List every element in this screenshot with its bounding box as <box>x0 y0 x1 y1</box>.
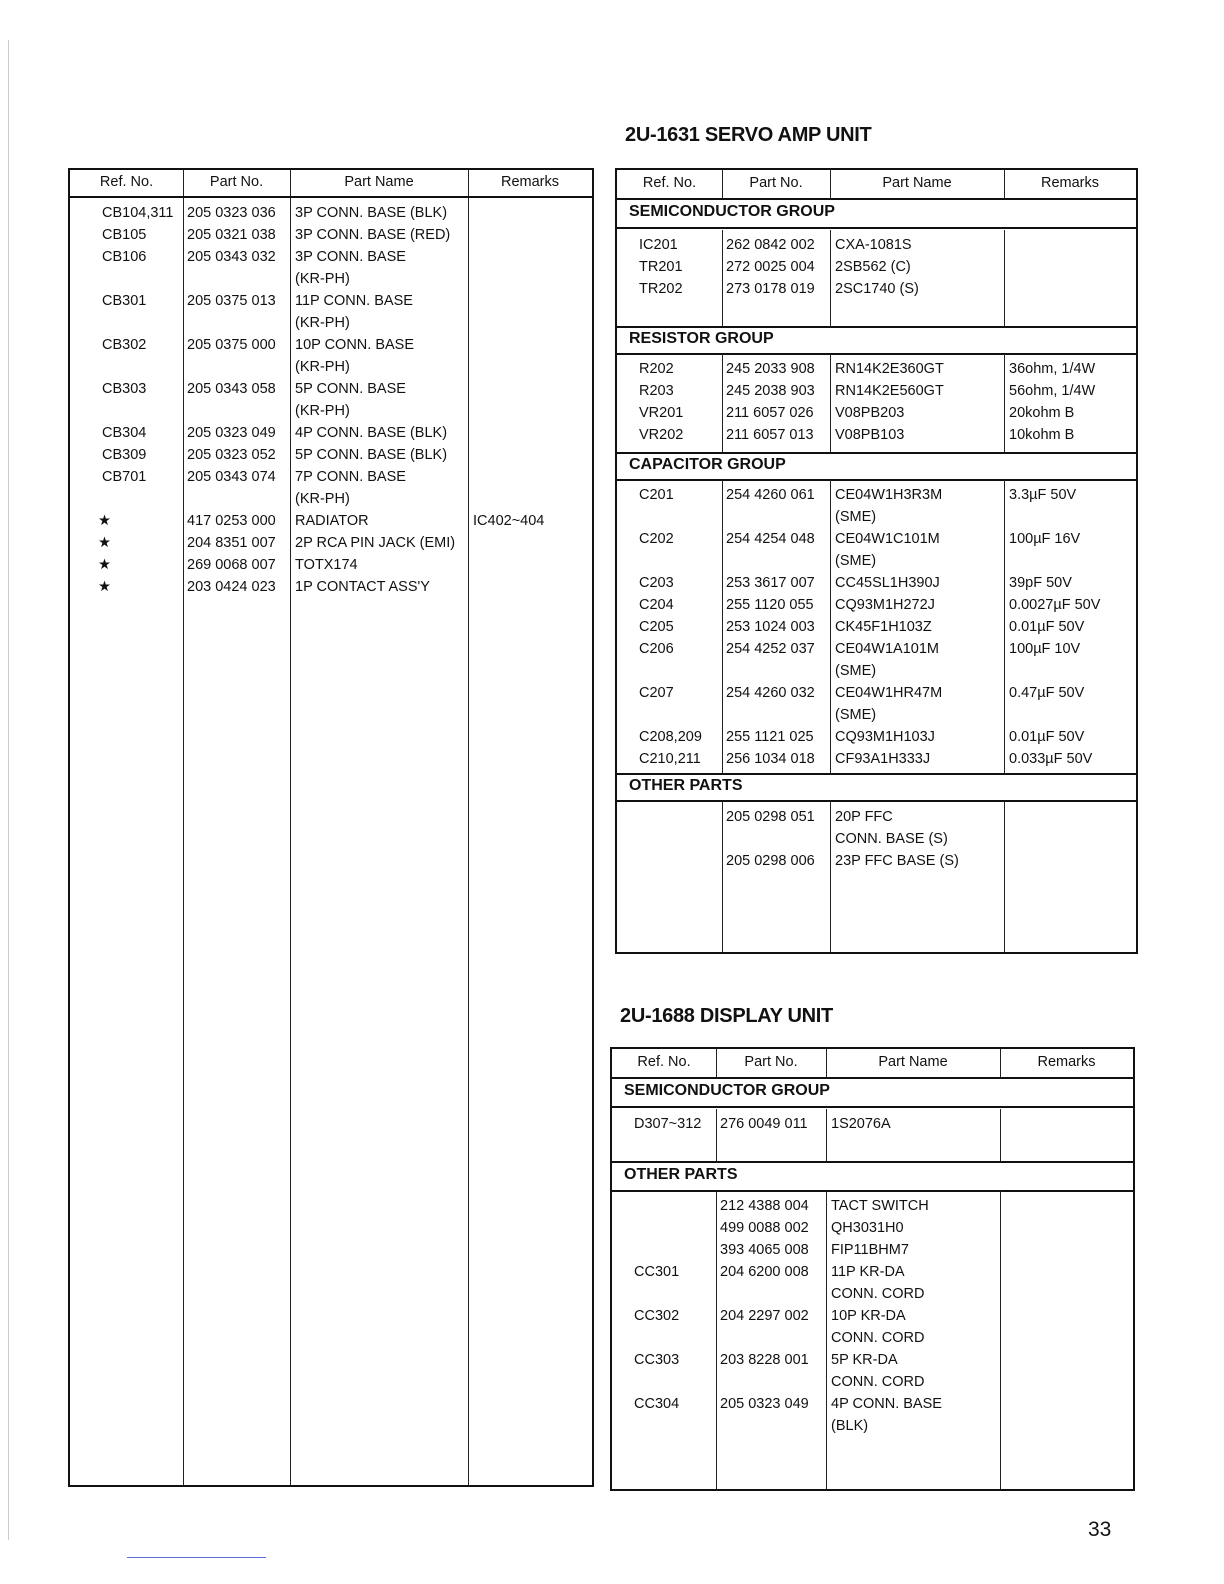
column-divider <box>290 198 291 1485</box>
remarks: 100µF 16V <box>1009 531 1081 547</box>
column-header-ref: Ref. No. <box>637 1054 691 1070</box>
part-no: 253 3617 007 <box>726 575 815 591</box>
column-divider <box>830 170 831 198</box>
column-divider <box>716 1109 717 1161</box>
group-divider <box>612 1190 1133 1192</box>
part-name: FIP11BHM7 <box>831 1242 909 1258</box>
part-no: 269 0068 007 <box>187 557 276 573</box>
part-no: 205 0321 038 <box>187 227 276 243</box>
column-divider <box>826 1049 827 1077</box>
column-divider <box>290 170 291 196</box>
ref-no: TR201 <box>639 259 683 275</box>
part-name: (KR-PH) <box>295 315 350 331</box>
part-name: RADIATOR <box>295 513 369 529</box>
part-no: 254 4254 048 <box>726 531 815 547</box>
group-header: SEMICONDUCTOR GROUP <box>624 1082 830 1099</box>
group-divider <box>617 479 1136 481</box>
remarks: IC402~404 <box>473 513 545 529</box>
group-divider <box>617 353 1136 355</box>
column-header-remarks: Remarks <box>1037 1054 1096 1070</box>
ref-no: TR202 <box>639 281 683 297</box>
part-no: 417 0253 000 <box>187 513 276 529</box>
part-name: 3P CONN. BASE <box>295 249 406 265</box>
group-divider <box>617 800 1136 802</box>
part-no: 253 1024 003 <box>726 619 815 635</box>
group-divider <box>612 1077 1133 1079</box>
part-no: 205 0323 052 <box>187 447 276 463</box>
part-name: 10P KR-DA <box>831 1308 906 1324</box>
part-no: 245 2038 903 <box>726 383 815 399</box>
column-divider <box>716 1049 717 1077</box>
part-no: 272 0025 004 <box>726 259 815 275</box>
part-name: (KR-PH) <box>295 491 350 507</box>
column-divider <box>183 170 184 196</box>
part-no: 256 1034 018 <box>726 751 815 767</box>
group-header: OTHER PARTS <box>624 1166 738 1183</box>
part-no: 211 6057 013 <box>726 427 814 443</box>
column-divider <box>1004 354 1005 452</box>
column-divider <box>1004 802 1005 952</box>
part-no: 203 0424 023 <box>187 579 276 595</box>
part-name: 3P CONN. BASE (RED) <box>295 227 451 243</box>
column-divider <box>826 1109 827 1161</box>
part-name: QH3031H0 <box>831 1220 904 1236</box>
column-divider <box>468 198 469 1485</box>
remarks: 39pF 50V <box>1009 575 1072 591</box>
part-name: 2P RCA PIN JACK (EMI) <box>295 535 456 551</box>
part-name: 1S2076A <box>831 1116 891 1132</box>
column-divider <box>1004 170 1005 198</box>
ref-no: R202 <box>639 361 674 377</box>
ref-no: IC201 <box>639 237 678 253</box>
part-name: 4P CONN. BASE <box>831 1396 942 1412</box>
column-divider <box>722 354 723 452</box>
ref-no: CB701 <box>102 469 147 485</box>
part-name: RN14K2E360GT <box>835 361 944 377</box>
part-name: CONN. CORD <box>831 1330 925 1346</box>
ref-no: C201 <box>639 487 674 503</box>
remarks: 0.01µF 50V <box>1009 619 1085 635</box>
part-no: 254 4260 061 <box>726 487 815 503</box>
left-parts-table <box>68 168 594 1487</box>
part-name: TACT SWITCH <box>831 1198 929 1214</box>
ref-no: C206 <box>639 641 674 657</box>
column-divider <box>1000 1191 1001 1489</box>
ref-no: R203 <box>639 383 674 399</box>
part-no: 204 8351 007 <box>187 535 276 551</box>
part-no: 254 4252 037 <box>726 641 815 657</box>
part-name: CXA-1081S <box>835 237 912 253</box>
column-divider <box>830 354 831 452</box>
column-divider <box>1000 1049 1001 1077</box>
part-no: 255 1121 025 <box>726 729 814 745</box>
ref-no: C207 <box>639 685 674 701</box>
group-header: SEMICONDUCTOR GROUP <box>629 203 835 220</box>
part-no: 205 0343 058 <box>187 381 276 397</box>
remarks: 36ohm, 1/4W <box>1009 361 1096 377</box>
remarks: 0.01µF 50V <box>1009 729 1085 745</box>
part-name: (BLK) <box>831 1418 869 1434</box>
part-no: 203 8228 001 <box>720 1352 809 1368</box>
column-divider <box>1000 1109 1001 1161</box>
ref-no: CB302 <box>102 337 147 353</box>
display-unit-title: 2U-1688 DISPLAY UNIT <box>620 1005 833 1027</box>
part-name: CE04W1HR47M <box>835 685 943 701</box>
column-header-part: Part No. <box>749 175 803 191</box>
column-divider <box>722 802 723 952</box>
column-header-name: Part Name <box>344 174 414 190</box>
column-divider <box>826 1191 827 1489</box>
remarks: 20kohm B <box>1009 405 1075 421</box>
part-name: CONN. CORD <box>831 1374 925 1390</box>
part-name: (SME) <box>835 663 877 679</box>
ref-no: C205 <box>639 619 674 635</box>
part-no: 393 4065 008 <box>720 1242 809 1258</box>
part-no: 212 4388 004 <box>720 1198 809 1214</box>
part-no: 499 0088 002 <box>720 1220 809 1236</box>
part-name: CC45SL1H390J <box>835 575 940 591</box>
ref-no: CB301 <box>102 293 147 309</box>
part-no: 205 0323 036 <box>187 205 276 221</box>
column-divider <box>716 1191 717 1489</box>
servo-amp-title: 2U-1631 SERVO AMP UNIT <box>625 124 872 146</box>
part-name: 3P CONN. BASE (BLK) <box>295 205 448 221</box>
part-no: 254 4260 032 <box>726 685 815 701</box>
ref-no: CC301 <box>634 1264 680 1280</box>
ref-no: CB106 <box>102 249 147 265</box>
column-header-ref: Ref. No. <box>642 175 697 191</box>
ref-no: VR201 <box>639 405 684 421</box>
part-no: 204 2297 002 <box>720 1308 809 1324</box>
part-no: 204 6200 008 <box>720 1264 809 1280</box>
ref-no: C208,209 <box>639 729 702 745</box>
part-name: 7P CONN. BASE <box>295 469 406 485</box>
column-header-remarks: Remarks <box>1040 175 1099 191</box>
footer-rule <box>127 1557 266 1558</box>
part-no: 273 0178 019 <box>726 281 815 297</box>
group-divider <box>617 227 1136 229</box>
ref-no: CC302 <box>634 1308 680 1324</box>
group-divider <box>617 773 1136 775</box>
part-name: TOTX174 <box>295 557 358 573</box>
group-header: OTHER PARTS <box>629 777 743 794</box>
part-name: CQ93M1H272J <box>835 597 935 613</box>
column-divider <box>183 198 184 1485</box>
part-name: 2SB562 (C) <box>835 259 911 275</box>
part-name: 1P CONTACT ASS'Y <box>295 579 430 595</box>
group-divider <box>612 1106 1133 1108</box>
part-name: RN14K2E560GT <box>835 383 944 399</box>
part-name: (SME) <box>835 509 877 525</box>
part-no: 205 0298 006 <box>726 853 815 869</box>
part-no: 262 0842 002 <box>726 237 815 253</box>
column-header-part: Part No. <box>209 174 264 190</box>
ref-no: C210,211 <box>639 751 701 767</box>
remarks: 10kohm B <box>1009 427 1075 443</box>
remarks: 0.47µF 50V <box>1009 685 1085 701</box>
part-no: 205 0343 032 <box>187 249 276 265</box>
group-header: CAPACITOR GROUP <box>629 456 786 473</box>
ref-no: CC304 <box>634 1396 680 1412</box>
scan-edge-mark <box>8 40 9 1540</box>
part-name: CQ93M1H103J <box>835 729 935 745</box>
group-divider <box>617 452 1136 454</box>
column-divider <box>1004 480 1005 773</box>
ref-no: C203 <box>639 575 674 591</box>
remarks: 100µF 10V <box>1009 641 1081 657</box>
column-header-name: Part Name <box>882 175 952 191</box>
ref-no: CB104,311 <box>102 205 174 221</box>
part-name: CE04W1A101M <box>835 641 939 657</box>
ref-no: C202 <box>639 531 674 547</box>
ref-no: CB309 <box>102 447 147 463</box>
part-name: (SME) <box>835 707 877 723</box>
column-divider <box>722 480 723 773</box>
part-name: 11P CONN. BASE <box>295 293 413 309</box>
ref-no: CB105 <box>102 227 147 243</box>
column-divider <box>830 230 831 326</box>
remarks: 3.3µF 50V <box>1009 487 1077 503</box>
part-no: 205 0323 049 <box>720 1396 809 1412</box>
ref-no: ★ <box>98 535 111 551</box>
ref-no: VR202 <box>639 427 684 443</box>
column-divider <box>1004 230 1005 326</box>
part-name: 5P KR-DA <box>831 1352 898 1368</box>
part-name: CF93A1H333J <box>835 751 931 767</box>
part-name: CE04W1C101M <box>835 531 940 547</box>
part-name: 20P FFC <box>835 809 893 825</box>
part-name: 10P CONN. BASE <box>295 337 415 353</box>
part-no: 205 0375 000 <box>187 337 276 353</box>
part-no: 205 0375 013 <box>187 293 276 309</box>
group-divider <box>617 326 1136 328</box>
group-divider <box>612 1161 1133 1163</box>
ref-no: CB303 <box>102 381 147 397</box>
ref-no: ★ <box>98 513 111 529</box>
part-name: V08PB103 <box>835 427 905 443</box>
part-no: 255 1120 055 <box>726 597 814 613</box>
remarks: 56ohm, 1/4W <box>1009 383 1096 399</box>
ref-no: C204 <box>639 597 674 613</box>
part-name: 4P CONN. BASE (BLK) <box>295 425 448 441</box>
part-name: CONN. BASE (S) <box>835 831 948 847</box>
part-name: 5P CONN. BASE (BLK) <box>295 447 448 463</box>
column-divider <box>830 480 831 773</box>
part-no: 276 0049 011 <box>720 1116 808 1132</box>
part-name: (KR-PH) <box>295 403 350 419</box>
part-name: 2SC1740 (S) <box>835 281 919 297</box>
column-divider <box>468 170 469 196</box>
servo-amp-parts-table <box>615 168 1138 954</box>
part-name: (SME) <box>835 553 877 569</box>
part-name: CE04W1H3R3M <box>835 487 943 503</box>
remarks: 0.033µF 50V <box>1009 751 1093 767</box>
part-name: (KR-PH) <box>295 271 350 287</box>
part-no: 205 0323 049 <box>187 425 276 441</box>
ref-no: D307~312 <box>634 1116 702 1132</box>
ref-no: ★ <box>98 579 111 595</box>
display-unit-parts-table <box>610 1047 1135 1491</box>
part-no: 205 0298 051 <box>726 809 815 825</box>
part-name: 11P KR-DA <box>831 1264 905 1280</box>
page-number: 33 <box>1088 1518 1112 1541</box>
part-name: CK45F1H103Z <box>835 619 932 635</box>
part-no: 205 0343 074 <box>187 469 276 485</box>
header-divider <box>70 196 592 198</box>
group-divider <box>617 198 1136 200</box>
column-header-name: Part Name <box>878 1054 948 1070</box>
column-divider <box>722 230 723 326</box>
ref-no: ★ <box>98 557 111 573</box>
part-name: 5P CONN. BASE <box>295 381 406 397</box>
column-header-part: Part No. <box>744 1054 798 1070</box>
column-divider <box>830 802 831 952</box>
part-name: 23P FFC BASE (S) <box>835 853 959 869</box>
ref-no: CB304 <box>102 425 147 441</box>
part-no: 245 2033 908 <box>726 361 815 377</box>
part-name: CONN. CORD <box>831 1286 925 1302</box>
remarks: 0.0027µF 50V <box>1009 597 1101 613</box>
ref-no: CC303 <box>634 1352 680 1368</box>
column-header-remarks: Remarks <box>500 174 559 190</box>
column-header-ref: Ref. No. <box>99 174 154 190</box>
part-no: 211 6057 026 <box>726 405 814 421</box>
part-name: V08PB203 <box>835 405 905 421</box>
part-name: (KR-PH) <box>295 359 350 375</box>
column-divider <box>722 170 723 198</box>
group-header: RESISTOR GROUP <box>629 330 774 347</box>
